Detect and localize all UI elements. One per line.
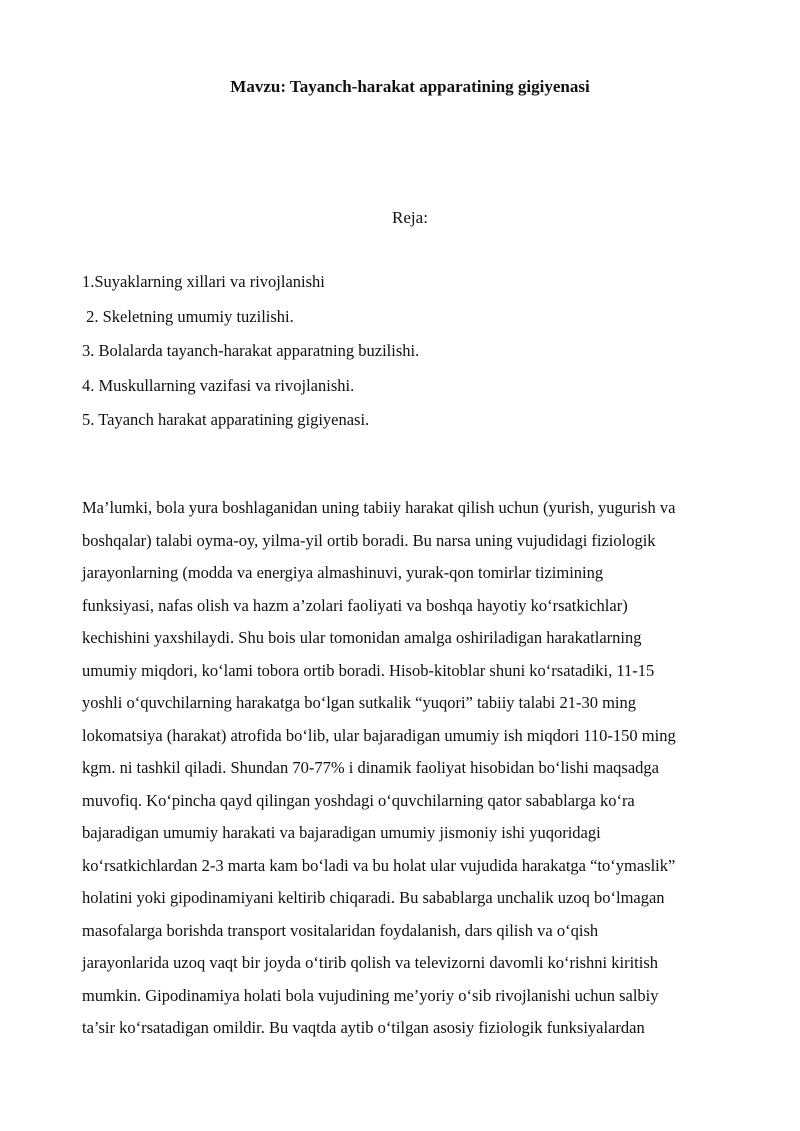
plan-list: [82, 270, 419, 443]
paragraph-line: ko‘rsatkichlardan 2-3 marta kam bo‘ladi va bu holat ular vujudida harakatga “to‘ymaslik”: [82, 855, 676, 875]
body-paragraph: [82, 496, 772, 1049]
paragraph-line: bajaradigan umumiy harakati va bajaradigan umumiy jismoniy ishi yuqoridagi: [82, 823, 601, 842]
paragraph-line: holatini yoki gipodinamiyani keltirib chiqaradi. Bu sabablarga unchalik uzoq bo‘lmagan: [82, 888, 665, 907]
plan-heading: Reja:: [392, 208, 428, 227]
paragraph-line: masofalarga borishda transport vositalaridan foydalanish, dars qilish va o‘qish: [82, 920, 599, 940]
paragraph-line: muvofiq. Ko‘pincha qayd qilingan yoshdagi o‘quvchilarning qator sabablarga ko‘ra: [82, 790, 635, 810]
paragraph-line: jarayonlarida uzoq vaqt bir joyda o‘tirib qolish va televizorni davomli ko‘rishni kiritish: [82, 953, 658, 972]
paragraph-line: boshqalar) talabi oyma-oy, yilma-yil ortib boradi. Bu narsa uning vujudidagi fiziologik: [82, 530, 656, 550]
paragraph-line: funksiyasi, nafas olish va hazm a’zolari faoliyati va boshqa hayotiy ko‘rsatkichlar): [82, 595, 628, 615]
plan-item: 5. Tayanch harakat apparatining gigiyenasi.: [82, 410, 370, 429]
plan-item: 1.Suyaklarning xillari va rivojlanishi: [82, 272, 325, 291]
paragraph-line: mumkin. Gipodinamiya holati bola vujudining me’yoriy o‘sib rivojlanishi uchun salbiy: [82, 985, 659, 1005]
paragraph-line: kechishini yaxshilaydi. Shu bois ular tomonidan amalga oshiriladigan harakatlarning: [82, 628, 642, 647]
paragraph-line: ta’sir ko‘rsatadigan omildir. Bu vaqtda aytib o‘tilgan asosiy fiziologik funksiyalardan: [82, 1018, 645, 1037]
paragraph-line: kgm. ni tashkil qiladi. Shundan 70-77% i dinamik faoliyat hisobidan bo‘lishi maqsadga: [82, 758, 659, 777]
plan-item: 3. Bolalarda tayanch-harakat apparatning buzilishi.: [82, 341, 420, 360]
paragraph-line: umumiy miqdori, ko‘lami tobora ortib boradi. Hisob-kitoblar shuni ko‘rsatadiki, 11-15: [82, 660, 655, 680]
paragraph-line: lokomatsiya (harakat) atrofida bo‘lib, ular bajaradigan umumiy ish miqdori 110-150 ming: [82, 725, 676, 745]
paragraph-line: yoshli o‘quvchilarning harakatga bo‘lgan sutkalik “yuqori” tabiiy talabi 21-30 ming: [82, 693, 636, 712]
paragraph-line: Ma’lumki, bola yura boshlaganidan uning tabiiy harakat qilish uchun (yurish, yugurish va: [82, 498, 676, 517]
paragraph-line: jarayonlarning (modda va energiya almashinuvi, yurak-qon tomirlar tizimining: [82, 563, 604, 582]
plan-item: 4. Muskullarning vazifasi va rivojlanishi.: [82, 375, 355, 395]
plan-item: 2. Skeletning umumiy tuzilishi.: [82, 306, 294, 326]
document-title: Mavzu: Tayanch-harakat apparatining gigiyenasi: [230, 77, 590, 96]
